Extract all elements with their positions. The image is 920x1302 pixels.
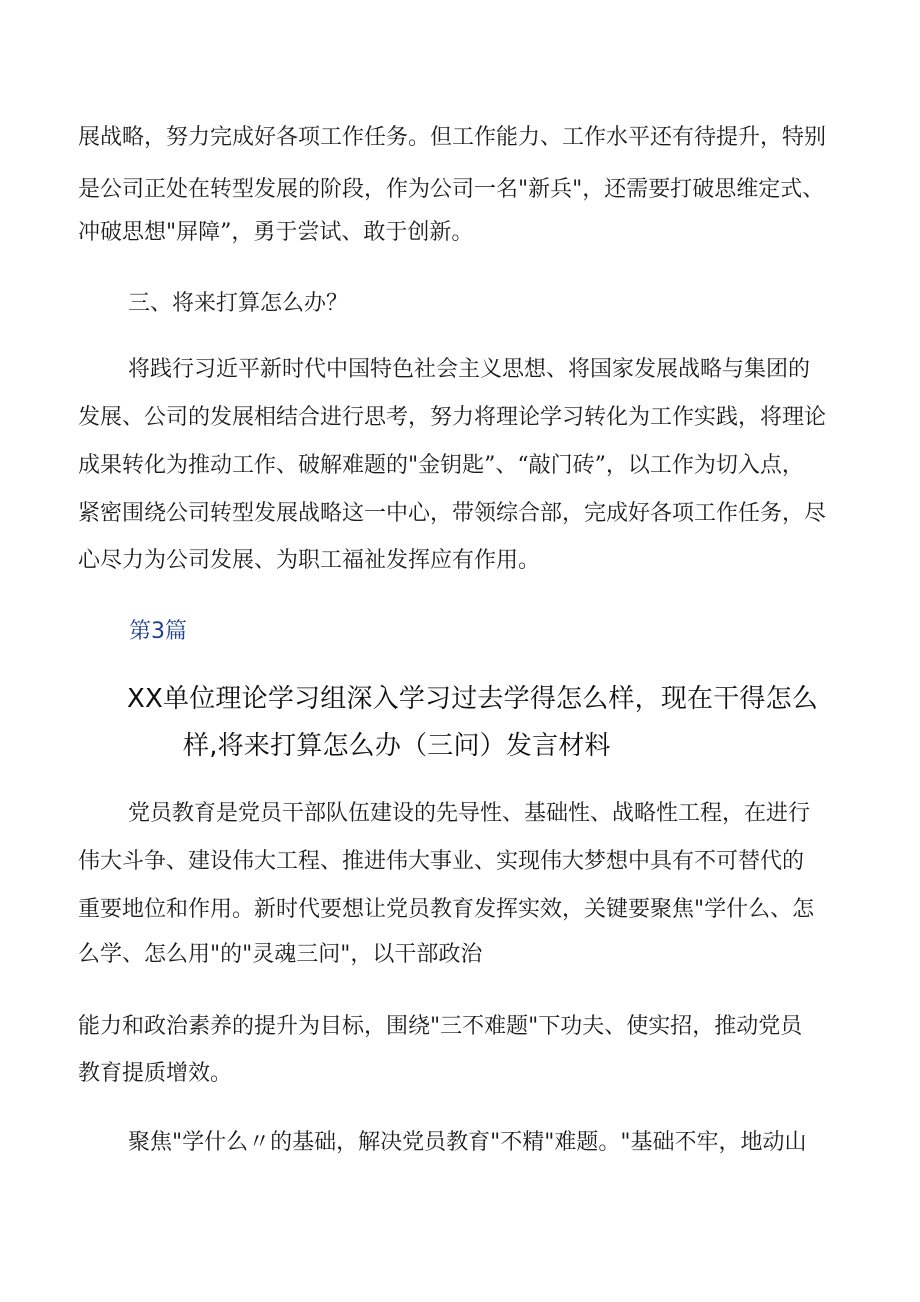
paragraph-2-line-5: 心尽力为公司发展、为职工福祉发挥应有作用。	[78, 548, 541, 573]
document-title-line-1: XX单位理论学习组深入学习过去学得怎么样，现在干得怎么	[127, 684, 819, 714]
part-label: 第3篇	[129, 619, 187, 644]
paragraph-3-line-1: 党员教育是党员干部队伍建设的先导性、基础性、战略性工程，在进行	[128, 801, 811, 826]
paragraph-3-line-4: 么学、怎么用"的"灵魂三问"，以干部政治	[78, 942, 483, 967]
document-title-line-2: 样,将来打算怎么办（三问）发言材料	[183, 731, 611, 761]
paragraph-2-line-4: 紧密围绕公司转型发展战略这一中心，带领综合部，完成好各项工作任务，尽	[78, 501, 827, 526]
paragraph-4-line-1: 能力和政治素养的提升为目标，围绕"三不难题"下功夫、使实招，推动党员	[78, 1014, 803, 1039]
paragraph-2-line-1: 将践行习近平新时代中国特色社会主义思想、将国家发展战略与集团的	[128, 357, 811, 382]
paragraph-1-line-1: 展战略，努力完成好各项工作任务。但工作能力、工作水平还有待提升，特别	[78, 125, 827, 150]
paragraph-5-line-1: 聚焦"学什么〃的基础，解决党员教育"不精"难题。"基础不牢，地动山	[128, 1130, 807, 1155]
section-heading: 三、将来打算怎么办？	[128, 291, 349, 316]
paragraph-3-line-3: 重要地位和作用。新时代要想让党员教育发挥实效，关键要聚焦"学什么、怎	[78, 897, 815, 922]
paragraph-2-line-2: 发展、公司的发展相结合进行思考，努力将理论学习转化为工作实践，将理论	[78, 405, 827, 430]
paragraph-4-line-2: 教育提质增效。	[78, 1061, 233, 1086]
paragraph-1-line-2: 是公司正处在转型发展的阶段，作为公司一名"新兵"，还需要打破思维定式、	[78, 177, 825, 202]
paragraph-2-line-3: 成果转化为推动工作、破解难题的"金钥匙”、“敲门砖”，以工作为切入点，	[78, 453, 804, 478]
paragraph-3-line-2: 伟大斗争、建设伟大工程、推进伟大事业、实现伟大梦想中具有不可替代的	[78, 849, 805, 874]
paragraph-1-line-3: 冲破思想"屏障”，勇于尝试、敢于创新。	[78, 220, 474, 245]
